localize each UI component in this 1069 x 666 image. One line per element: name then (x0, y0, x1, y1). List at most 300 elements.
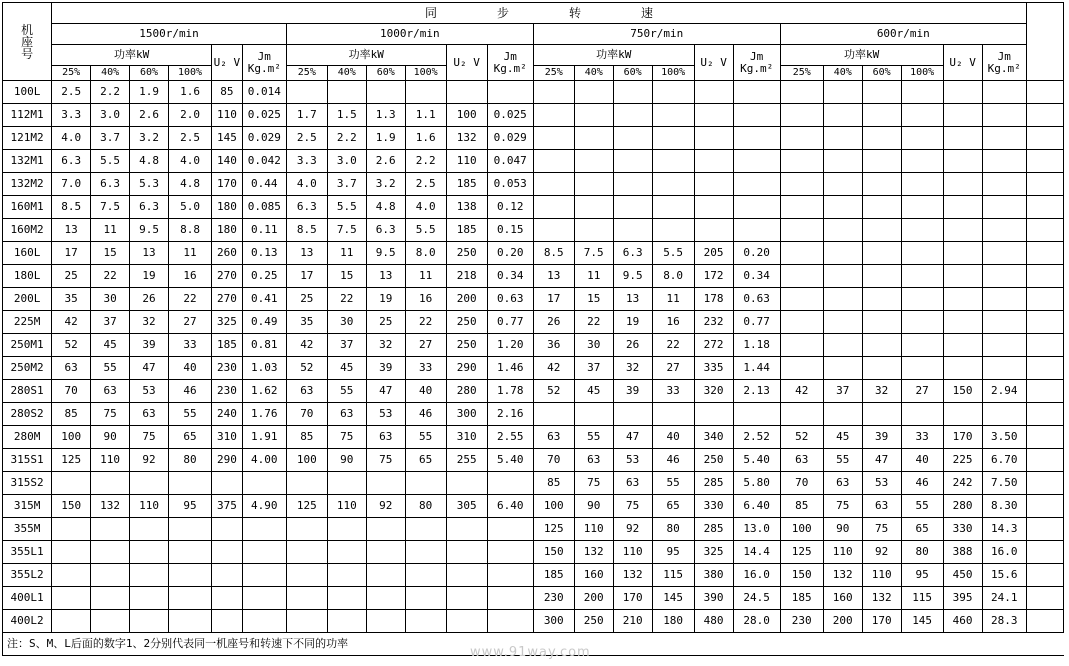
data-cell (943, 127, 982, 150)
data-cell (652, 403, 694, 426)
data-cell: 17 (533, 288, 574, 311)
data-cell: 52 (52, 334, 91, 357)
data-cell (52, 587, 91, 610)
data-cell: 37 (327, 334, 366, 357)
data-cell (327, 472, 366, 495)
empty-cell (1026, 518, 1063, 541)
data-cell (366, 472, 405, 495)
data-cell: 63 (91, 380, 130, 403)
data-cell (91, 472, 130, 495)
data-cell (694, 127, 733, 150)
data-cell: 13 (366, 265, 405, 288)
data-cell (286, 518, 327, 541)
data-cell: 26 (613, 334, 652, 357)
data-cell: 1.78 (487, 380, 533, 403)
data-cell: 145 (901, 610, 943, 633)
data-cell: 255 (446, 449, 487, 472)
data-cell: 110 (91, 449, 130, 472)
data-cell (169, 472, 212, 495)
data-cell: 65 (901, 518, 943, 541)
data-cell (533, 104, 574, 127)
data-cell: 6.3 (366, 219, 405, 242)
data-cell (487, 564, 533, 587)
data-cell: 9.5 (130, 219, 169, 242)
data-cell (533, 173, 574, 196)
data-cell: 290 (446, 357, 487, 380)
data-cell (613, 81, 652, 104)
data-cell (982, 81, 1026, 104)
data-cell (487, 81, 533, 104)
data-cell: 70 (286, 403, 327, 426)
data-cell (943, 219, 982, 242)
data-cell (52, 610, 91, 633)
data-cell: 22 (574, 311, 613, 334)
data-cell: 25 (286, 288, 327, 311)
data-cell (366, 518, 405, 541)
power-header: 功率kW (52, 45, 212, 66)
percent-header: 25% (780, 66, 823, 81)
voltage-header: U₂ V (694, 45, 733, 81)
data-cell: 80 (405, 495, 446, 518)
empty-cell (1026, 288, 1063, 311)
data-cell (169, 610, 212, 633)
data-cell: 55 (327, 380, 366, 403)
data-cell: 100 (286, 449, 327, 472)
data-cell (169, 587, 212, 610)
data-cell: 63 (533, 426, 574, 449)
model-cell: 250M1 (3, 334, 52, 357)
data-cell: 8.0 (405, 242, 446, 265)
data-cell: 32 (130, 311, 169, 334)
data-cell (694, 173, 733, 196)
data-cell: 0.25 (242, 265, 286, 288)
data-cell: 22 (91, 265, 130, 288)
percent-header: 100% (405, 66, 446, 81)
empty-cell (1026, 219, 1063, 242)
data-cell: 200 (446, 288, 487, 311)
data-cell: 37 (91, 311, 130, 334)
data-cell: 160 (823, 587, 862, 610)
data-cell (982, 288, 1026, 311)
data-cell (52, 541, 91, 564)
data-cell: 13 (52, 219, 91, 242)
percent-header: 25% (52, 66, 91, 81)
data-cell (694, 403, 733, 426)
table-row (3, 242, 1064, 265)
data-cell: 185 (212, 334, 243, 357)
data-cell: 325 (694, 541, 733, 564)
data-cell (613, 219, 652, 242)
data-cell (613, 104, 652, 127)
data-cell: 100 (446, 104, 487, 127)
data-cell: 1.44 (733, 357, 780, 380)
table-row (3, 610, 1064, 633)
data-cell: 42 (533, 357, 574, 380)
data-cell: 37 (574, 357, 613, 380)
data-cell (405, 472, 446, 495)
data-cell (446, 587, 487, 610)
data-cell: 218 (446, 265, 487, 288)
data-cell (733, 219, 780, 242)
model-cell: 315S2 (3, 472, 52, 495)
inertia-header: Jm Kg.m² (733, 45, 780, 81)
data-cell: 132 (574, 541, 613, 564)
data-cell: 100 (533, 495, 574, 518)
data-cell (242, 541, 286, 564)
model-cell: 315M (3, 495, 52, 518)
data-cell: 1.5 (327, 104, 366, 127)
empty-cell (1026, 449, 1063, 472)
data-cell: 90 (823, 518, 862, 541)
data-cell: 47 (613, 426, 652, 449)
data-cell (780, 150, 823, 173)
table-row (3, 449, 1064, 472)
data-cell (901, 196, 943, 219)
data-cell (130, 610, 169, 633)
data-cell: 1.6 (169, 81, 212, 104)
data-cell: 250 (694, 449, 733, 472)
data-cell: 340 (694, 426, 733, 449)
data-cell: 2.6 (366, 150, 405, 173)
data-cell: 24.5 (733, 587, 780, 610)
data-cell: 16.0 (982, 541, 1026, 564)
data-cell (405, 541, 446, 564)
data-cell (943, 242, 982, 265)
data-cell: 200 (574, 587, 613, 610)
data-cell: 330 (943, 518, 982, 541)
data-cell: 63 (130, 403, 169, 426)
data-cell: 92 (366, 495, 405, 518)
data-cell: 7.0 (52, 173, 91, 196)
data-cell (823, 150, 862, 173)
table-row (3, 150, 1064, 173)
data-cell: 92 (613, 518, 652, 541)
power-header: 功率kW (533, 45, 694, 66)
data-cell: 0.085 (242, 196, 286, 219)
data-cell: 8.8 (169, 219, 212, 242)
data-cell: 3.2 (366, 173, 405, 196)
data-cell: 185 (446, 173, 487, 196)
data-cell: 25 (52, 265, 91, 288)
data-cell: 11 (574, 265, 613, 288)
data-cell: 39 (613, 380, 652, 403)
data-cell (405, 81, 446, 104)
data-cell: 242 (943, 472, 982, 495)
data-cell: 11 (405, 265, 446, 288)
table-row (3, 518, 1064, 541)
data-cell (446, 472, 487, 495)
data-cell: 46 (652, 449, 694, 472)
percent-header: 60% (366, 66, 405, 81)
data-cell: 132 (91, 495, 130, 518)
data-cell: 0.20 (487, 242, 533, 265)
model-cell: 225M (3, 311, 52, 334)
data-cell: 2.5 (286, 127, 327, 150)
data-cell: 53 (130, 380, 169, 403)
data-cell: 40 (652, 426, 694, 449)
data-cell: 40 (901, 449, 943, 472)
data-cell: 125 (533, 518, 574, 541)
data-cell: 0.20 (733, 242, 780, 265)
data-cell (91, 518, 130, 541)
data-cell (52, 472, 91, 495)
data-cell: 0.025 (242, 104, 286, 127)
voltage-header: U₂ V (446, 45, 487, 81)
data-cell (862, 219, 901, 242)
data-cell: 230 (533, 587, 574, 610)
model-cell: 280S1 (3, 380, 52, 403)
data-cell: 0.029 (242, 127, 286, 150)
data-cell: 19 (613, 311, 652, 334)
data-cell: 390 (694, 587, 733, 610)
data-cell: 53 (862, 472, 901, 495)
data-cell: 2.5 (405, 173, 446, 196)
data-cell: 0.014 (242, 81, 286, 104)
data-cell: 210 (613, 610, 652, 633)
footnote: 注：S、M、L后面的数字1、2分别代表同一机座号和转速下不同的功率 (3, 633, 1064, 656)
data-cell: 75 (823, 495, 862, 518)
data-cell (823, 196, 862, 219)
data-cell: 2.5 (169, 127, 212, 150)
data-cell: 0.44 (242, 173, 286, 196)
data-cell: 110 (574, 518, 613, 541)
data-cell: 7.50 (982, 472, 1026, 495)
data-cell: 85 (286, 426, 327, 449)
data-cell (446, 518, 487, 541)
data-cell: 5.80 (733, 472, 780, 495)
data-cell (694, 104, 733, 127)
data-cell: 1.20 (487, 334, 533, 357)
data-cell (982, 173, 1026, 196)
data-cell: 63 (780, 449, 823, 472)
data-cell: 2.2 (405, 150, 446, 173)
data-cell (862, 81, 901, 104)
data-cell: 6.40 (733, 495, 780, 518)
data-cell: 39 (130, 334, 169, 357)
percent-header: 60% (862, 66, 901, 81)
model-cell: 132M1 (3, 150, 52, 173)
data-cell (613, 403, 652, 426)
speed-header: 1000r/min (286, 24, 533, 45)
data-cell: 450 (943, 564, 982, 587)
data-cell: 200 (823, 610, 862, 633)
data-cell: 325 (212, 311, 243, 334)
model-cell: 355M (3, 518, 52, 541)
data-cell (862, 334, 901, 357)
data-cell (574, 150, 613, 173)
data-cell: 75 (613, 495, 652, 518)
table-row (3, 403, 1064, 426)
model-cell: 355L2 (3, 564, 52, 587)
data-cell: 27 (901, 380, 943, 403)
data-cell: 5.5 (652, 242, 694, 265)
table-title: 同步转速 (52, 3, 1027, 24)
data-cell: 15.6 (982, 564, 1026, 587)
table-row (3, 288, 1064, 311)
data-cell: 37 (823, 380, 862, 403)
table-row (3, 495, 1064, 518)
data-cell: 6.40 (487, 495, 533, 518)
speed-header: 1500r/min (52, 24, 287, 45)
data-cell (652, 150, 694, 173)
data-cell: 132 (862, 587, 901, 610)
power-header: 功率kW (286, 45, 446, 66)
data-cell: 65 (169, 426, 212, 449)
data-cell: 32 (862, 380, 901, 403)
data-cell: 460 (943, 610, 982, 633)
data-cell: 70 (780, 472, 823, 495)
data-cell (823, 173, 862, 196)
table-row (3, 472, 1064, 495)
data-cell (533, 403, 574, 426)
empty-cell (1026, 610, 1063, 633)
data-cell (982, 334, 1026, 357)
data-cell (862, 357, 901, 380)
data-cell (823, 242, 862, 265)
data-cell: 110 (446, 150, 487, 173)
data-cell: 63 (613, 472, 652, 495)
data-cell (694, 219, 733, 242)
data-cell: 30 (574, 334, 613, 357)
data-cell: 3.0 (327, 150, 366, 173)
data-cell (733, 127, 780, 150)
data-cell (286, 541, 327, 564)
data-cell (327, 587, 366, 610)
empty-cell (1026, 357, 1063, 380)
data-cell (652, 173, 694, 196)
data-cell (652, 104, 694, 127)
data-cell (733, 403, 780, 426)
data-cell (652, 81, 694, 104)
data-cell: 290 (212, 449, 243, 472)
data-cell: 305 (446, 495, 487, 518)
data-cell: 22 (652, 334, 694, 357)
data-cell (982, 127, 1026, 150)
data-cell: 63 (327, 403, 366, 426)
data-cell (982, 403, 1026, 426)
data-cell: 310 (212, 426, 243, 449)
data-cell: 0.15 (487, 219, 533, 242)
data-cell: 32 (613, 357, 652, 380)
model-cell: 280S2 (3, 403, 52, 426)
data-cell: 4.0 (405, 196, 446, 219)
data-cell: 2.2 (327, 127, 366, 150)
data-cell: 0.042 (242, 150, 286, 173)
data-cell: 0.41 (242, 288, 286, 311)
data-cell (901, 288, 943, 311)
data-cell (327, 81, 366, 104)
data-cell (862, 403, 901, 426)
data-cell (901, 334, 943, 357)
data-cell: 5.0 (169, 196, 212, 219)
data-cell: 15 (91, 242, 130, 265)
data-cell (212, 610, 243, 633)
empty-cell (1026, 587, 1063, 610)
percent-header: 100% (652, 66, 694, 81)
percent-header: 40% (91, 66, 130, 81)
data-cell: 2.2 (91, 81, 130, 104)
data-cell: 22 (405, 311, 446, 334)
table-row (3, 127, 1064, 150)
data-cell: 125 (780, 541, 823, 564)
data-cell (405, 564, 446, 587)
data-cell: 0.11 (242, 219, 286, 242)
data-cell (574, 127, 613, 150)
data-cell: 47 (130, 357, 169, 380)
data-cell: 170 (862, 610, 901, 633)
data-cell: 0.34 (733, 265, 780, 288)
data-cell (823, 127, 862, 150)
data-cell (446, 564, 487, 587)
data-cell: 27 (405, 334, 446, 357)
data-cell: 22 (327, 288, 366, 311)
data-cell: 3.50 (982, 426, 1026, 449)
data-cell (780, 265, 823, 288)
data-cell (982, 311, 1026, 334)
table-row (3, 587, 1064, 610)
data-cell: 110 (862, 564, 901, 587)
data-cell: 46 (169, 380, 212, 403)
data-cell: 0.81 (242, 334, 286, 357)
data-cell: 7.5 (91, 196, 130, 219)
data-cell (901, 127, 943, 150)
data-cell: 19 (366, 288, 405, 311)
empty-cell (1026, 311, 1063, 334)
data-cell (862, 150, 901, 173)
data-cell (242, 610, 286, 633)
empty-cell (1026, 541, 1063, 564)
power-header: 功率kW (780, 45, 943, 66)
data-cell: 380 (694, 564, 733, 587)
data-cell: 4.8 (366, 196, 405, 219)
data-cell (901, 265, 943, 288)
data-cell (487, 518, 533, 541)
data-cell: 160 (574, 564, 613, 587)
data-cell (823, 357, 862, 380)
data-cell: 5.5 (327, 196, 366, 219)
data-cell: 0.025 (487, 104, 533, 127)
data-cell: 33 (652, 380, 694, 403)
data-cell (943, 311, 982, 334)
data-cell: 2.94 (982, 380, 1026, 403)
data-cell: 63 (366, 426, 405, 449)
data-cell (405, 518, 446, 541)
data-cell: 110 (130, 495, 169, 518)
data-cell: 270 (212, 265, 243, 288)
data-cell: 90 (327, 449, 366, 472)
data-cell: 145 (652, 587, 694, 610)
data-cell: 9.5 (366, 242, 405, 265)
data-cell: 150 (533, 541, 574, 564)
data-cell: 75 (130, 426, 169, 449)
data-cell (943, 104, 982, 127)
data-cell: 172 (694, 265, 733, 288)
empty-header-cell (1026, 3, 1063, 81)
data-cell: 39 (862, 426, 901, 449)
data-cell: 110 (613, 541, 652, 564)
data-cell: 11 (652, 288, 694, 311)
data-cell (733, 173, 780, 196)
data-cell (823, 403, 862, 426)
table-row (3, 357, 1064, 380)
data-cell: 33 (901, 426, 943, 449)
data-cell: 85 (533, 472, 574, 495)
data-cell: 280 (943, 495, 982, 518)
empty-cell (1026, 472, 1063, 495)
model-cell: 160L (3, 242, 52, 265)
data-cell: 170 (943, 426, 982, 449)
percent-header: 25% (533, 66, 574, 81)
